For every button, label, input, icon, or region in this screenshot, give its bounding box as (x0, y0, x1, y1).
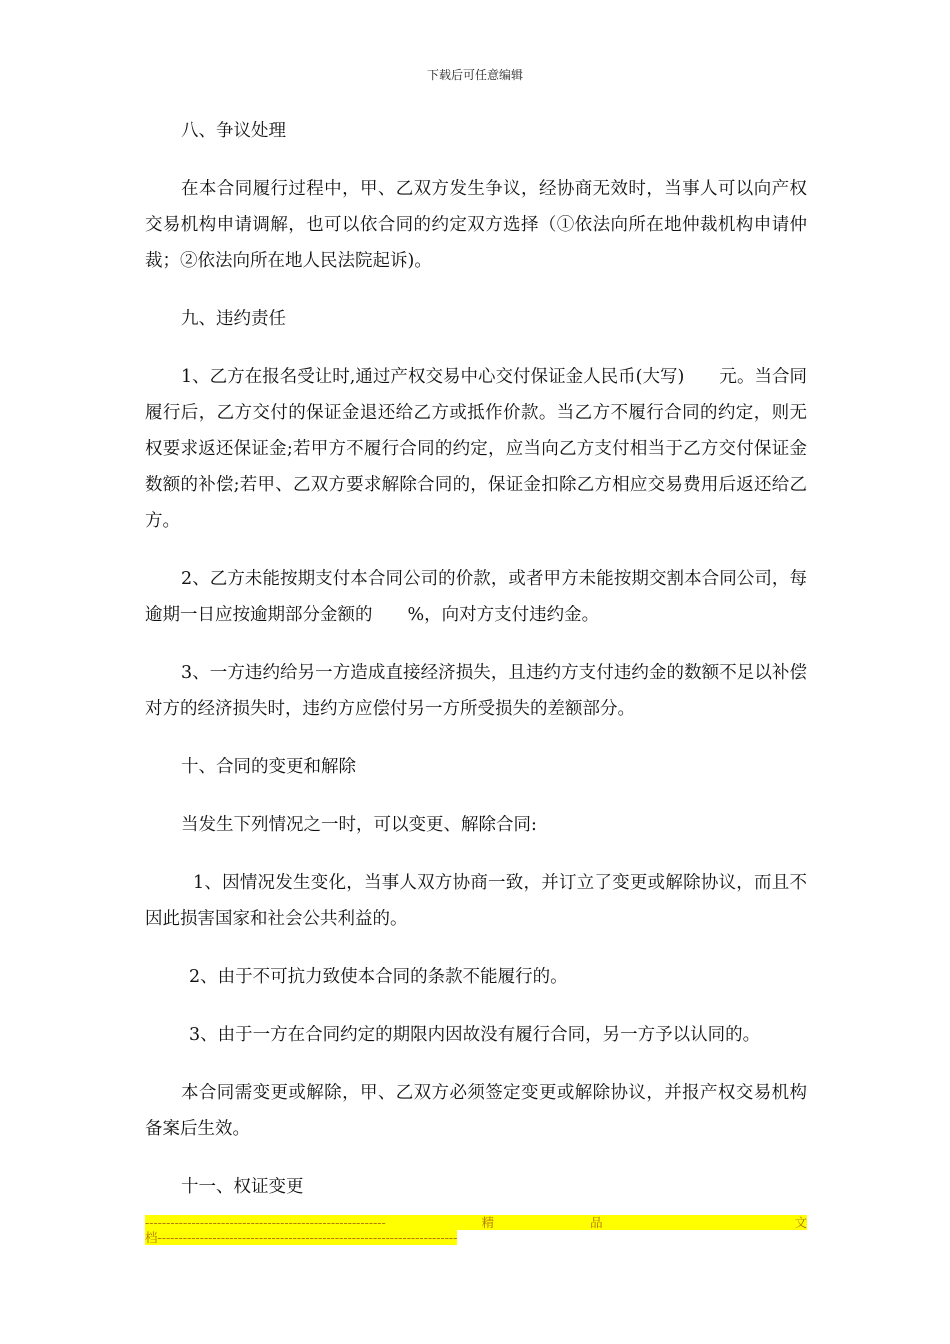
paragraph-change-intro: 当发生下列情况之一时，可以变更、解除合同: (181, 815, 537, 835)
paragraph-change-1: 1、因情况发生变化，当事人双方协商一致，并订立了变更或解除协议，而且不因此损害国家和社会公共利益的。 (145, 873, 807, 929)
page-header: 下载后可任意编辑 (426, 68, 523, 82)
footer-dashes: --------------------------------------------------------- (145, 1215, 386, 1230)
paragraph-liability-3: 3、一方违约给另一方造成直接经济损失，且违约方支付违约金的数额不足以补偿对方的经济损失时，违约方应偿付另一方所受损失的差额部分。 (145, 663, 807, 719)
section-heading-liability: 九、违约责任 (181, 309, 286, 329)
paragraph-dispute: 在本合同履行过程中，甲、乙双方发生争议，经协商无效时，当事人可以向产权交易机构申请调解，也可以依合同的约定双方选择（①依法向所在地仲裁机构申请仲裁；②依法向所在地人民法院起诉)。 (145, 179, 807, 271)
document-body (145, 113, 807, 1227)
section-heading-change: 十、合同的变更和解除 (181, 757, 356, 777)
paragraph-liability-2: 2、乙方未能按期支付本合同公司的价款，或者甲方未能按期交割本合同公司，每逾期一日应按逾期部分金额的 %，向对方支付违约金。 (145, 569, 807, 625)
section-heading-certificate: 十一、权证变更 (181, 1177, 304, 1197)
paragraph-liability-1: 1、乙方在报名受让时,通过产权交易中心交付保证金人民币(大写) 元。当合同履行后，乙方交付的保证金退还给乙方或抵作价款。当乙方不履行合同的约定，则无权要求返还保证金;若甲方不履行合同的约定，应当向乙方支付相当于乙方交付保证金数额的补偿;若甲、乙双方要求解除合同的，保证金扣除乙方相应交易费用后返还给乙方。 (145, 367, 807, 531)
section-heading-dispute: 八、争议处理 (181, 121, 286, 141)
footer-word-pin: 品 (590, 1215, 603, 1230)
page-footer (145, 1215, 807, 1245)
footer-word-jing: 精 (481, 1215, 495, 1230)
paragraph-change-2: 2、由于不可抗力致使本合同的条款不能履行的。 (189, 967, 568, 987)
footer-line-1 (145, 1215, 807, 1230)
paragraph-change-filing: 本合同需变更或解除，甲、乙双方必须签定变更或解除协议，并报产权交易机构备案后生效。 (145, 1083, 807, 1139)
paragraph-change-3: 3、由于一方在合同约定的期限内因故没有履行合同，另一方予以认同的。 (189, 1025, 761, 1045)
footer-line-2: 档----------------------------------------------------------------------- (145, 1230, 458, 1245)
footer-word-wen: 文 (794, 1215, 807, 1230)
